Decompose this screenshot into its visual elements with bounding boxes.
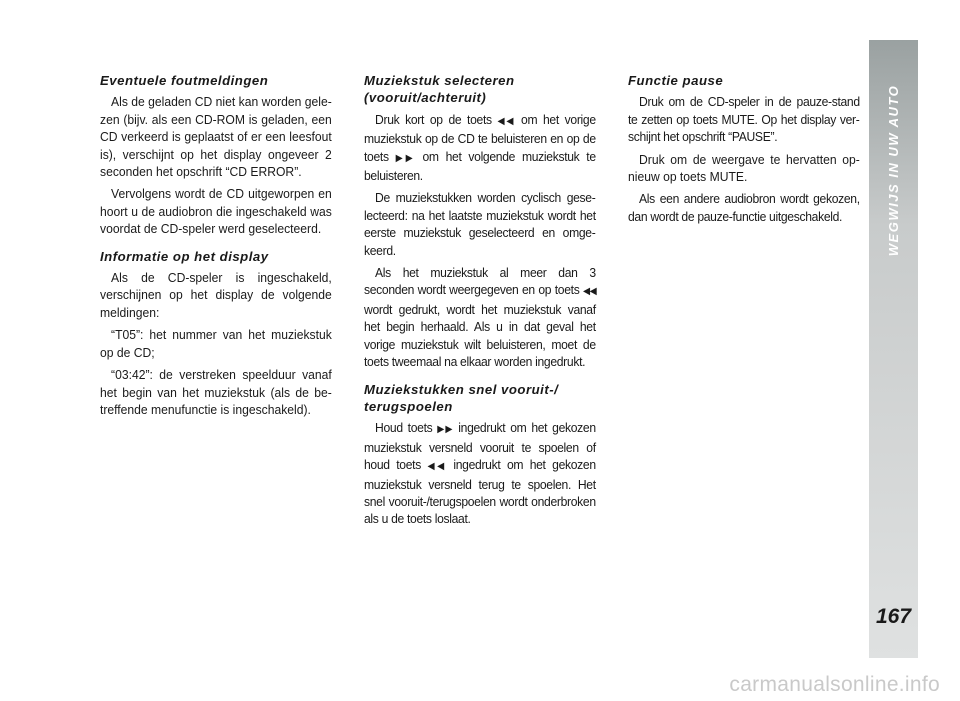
heading-fast-wind: Muziekstukken snel vooruit-/ terugspoelen	[364, 381, 559, 414]
rewind-icon: ◀◀	[427, 461, 447, 473]
heading-pause: Functie pause	[628, 73, 724, 88]
paragraph: Houd toets ▶▶ ingedrukt om het gekozen muziekstuk versneld vooruit te spoelen of houd toets ◀◀ ingedrukt om het gekozen muziekstuk versneld terug te spoelen. Het snel vooruit-/terugspoelen wordt onderbroken als u de toets loslaat.	[364, 420, 596, 527]
section-title	[869, 40, 918, 300]
paragraph: “T05”: het nummer van het muziekstuk op de CD;	[100, 327, 332, 360]
paragraph: Als de geladen CD niet kan worden gelezen (bijv. als een CD-ROM is geladen, een CD verkeerd is geplaatst of er een leesfout is), verschijnt op het display ongeveer 2 seconden het opschrift “CD ERROR”.	[100, 94, 332, 180]
paragraph: Druk kort op de toets ◀◀ om het vorige muziekstuk op de CD te beluisteren en op de toets ▶▶ om het volgende muziekstuk te beluisteren.	[364, 111, 596, 184]
fast-forward-icon: ▶▶	[437, 424, 454, 436]
paragraph: Druk om de weergave te hervatten opnieuw op toets MUTE.	[628, 151, 860, 185]
column-1	[100, 72, 332, 423]
paragraph: Als een andere audiobron wordt gekozen, dan wordt de pauze-functie uitgeschakeld.	[628, 191, 860, 224]
rewind-icon: ◀◀	[497, 115, 516, 127]
heading-track-select: Muziekstuk selecteren (vooruit/achteruit)	[364, 73, 515, 106]
watermark: carmanualsonline.info	[729, 673, 940, 696]
column-2	[364, 72, 596, 533]
heading-display-info: Informatie op het display	[100, 248, 269, 264]
section-title-text: WEGWIJS IN UW AUTO	[886, 84, 902, 256]
fast-forward-icon: ▶▶	[395, 152, 416, 164]
paragraph: “03:42”: de verstreken speelduur vanaf het begin van het muziekstuk (als de betreffende menufunctie is ingeschakeld).	[100, 367, 332, 417]
paragraph: Als de CD-speler is ingeschakeld, verschijnen op het display de volgende meldingen:	[100, 270, 332, 320]
paragraph: Vervolgens wordt de CD uitgeworpen en hoort u de audiobron die ingeschakeld was voordat de CD-speler werd geselecteerd.	[100, 186, 332, 237]
paragraph: De muziekstukken worden cyclisch geselecteerd: na het laatste muziekstuk wordt het eerste muziekstuk geselecteerd en omgekeerd.	[364, 190, 596, 258]
rewind-icon: ◀◀	[582, 286, 596, 298]
column-3	[628, 72, 860, 230]
paragraph: Als het muziekstuk al meer dan 3 seconden wordt weergegeven en op toets ◀◀ wordt gedrukt, wordt het muziekstuk vanaf het begin herhaald. Als u in dat geval het vorige muziekstuk wilt beluisteren, moet de toets tweemaal na elkaar worden ingedrukt.	[364, 265, 596, 370]
page-number: 167	[875, 605, 912, 628]
paragraph: Druk om de CD-speler in de pauze-stand te zetten op toets MUTE. Op het display verschijnt het opschrift “PAUSE”.	[628, 94, 860, 145]
heading-error-messages: Eventuele foutmeldingen	[100, 73, 269, 88]
section-sidebar	[869, 40, 918, 658]
